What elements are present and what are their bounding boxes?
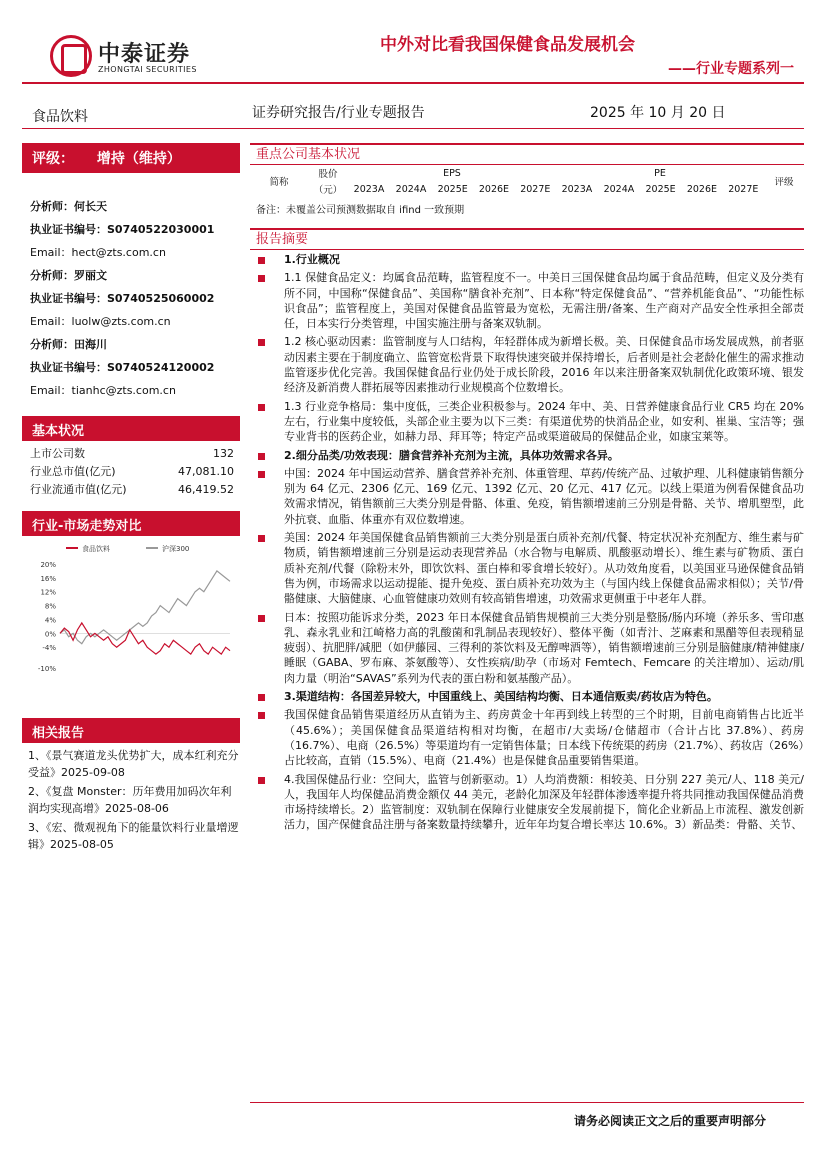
company-logo bbox=[50, 33, 220, 83]
analyst-name: 分析师：何长天 bbox=[30, 200, 107, 213]
footer-divider bbox=[250, 1102, 804, 1103]
summary-para: 1.1 保健食品定义：均属食品范畴，监管程度不一。中美日三国保健食品均属于食品范畴，但定义及分类有所不同，中国称“保健食品”、美国称“膳食补充剂”、日本称“特定保健食品”、“营养机能食品”、“功能性标识食品”；监管程度上，美国对保健食品监管最为宽松，无需注册/备案、生产商对产品安全性承担全部责任，日本实行分类管理，中国实施注册与备案双轨制。 bbox=[250, 270, 804, 331]
rating-bar bbox=[22, 143, 240, 173]
y-tick-label: 20% bbox=[40, 561, 56, 569]
summary-para: 中国：2024 年中国运动营养、膳食营养补充剂、体重管理、草药/传统产品、过敏护理、儿科健康销售额分别为 64 亿元、2306 亿元、169 亿元、1392 亿元、20 亿元、417 亿元。以线上渠道为例看保健食品功效需求情况，销售额前三大类分别是骨骼、体重、免疫，销售额增速前三分别是骨骼、关节、增肌塑型，此外抗衰、血脂、体重亦有双位数增速。 bbox=[250, 466, 804, 527]
key-company-header: 重点公司基本状况 bbox=[250, 143, 804, 165]
y-tick-label: -10% bbox=[37, 665, 56, 673]
summary-para: 1.3 行业竞争格局：集中度低，三类企业积极参与。2024 年中、美、日营养健康食品行业 CR5 均在 20%左右，行业集中度较低，头部企业主要为以下三类：有渠道优势的快消品企业，如安利、崔巢、宝洁等；强专业背书的医药企业，如赫力昂、拜耳等；特定产品或渠道破局的保健品企业，如康宝莱等。 bbox=[250, 399, 804, 445]
year-col: 2024A bbox=[395, 183, 427, 195]
y-tick-label: 8% bbox=[44, 602, 56, 611]
report-series: ——行业专题系列一 bbox=[668, 61, 794, 77]
summary-para: 美国：2024 年美国保健食品销售额前三大类分别是蛋白质补充剂/代餐、特定状况补充剂配方、维生素与矿物质，销售额增速前三分别是运动表现营养品（水合物与电解质、肌酸驱动增长）、维生素与矿物质、蛋白质补充剂/代餐（除粉末外，即饮饮料、蛋白棒和零食增长较好）。从功效角度看，以美国亚马逊保健食品销售为例，市场需求以运动提能、提升免疫、蛋白质补充功效为主（与国内线上保健食品需求相似）；关节/骨骼健康、大脑健康、心血管健康功效则有较高销售增速，功效需求更侧重于中老年人群。 bbox=[250, 530, 804, 606]
analyst-name: 分析师：田海川 bbox=[30, 338, 107, 351]
main-content bbox=[250, 143, 804, 836]
col-price: 股价 bbox=[318, 169, 338, 180]
summary-para: 我国保健食品销售渠道经历从直销为主、药房黄金十年再到线上转型的三个时期，目前电商销售占比近半（45.6%）；美国保健食品渠道结构相对均衡，在超市/大卖场/仓储超市（合计占比 37.8%）、药房（16.7%）、电商（26.5%）等渠道均有一定销售体量；日本线下传统渠的药房（21.7%）、药妆店（26%）占比较高，直销（15.5%）、电商（21.4%）也是保健食品重要销售渠道。 bbox=[250, 707, 804, 768]
year-col: 2023A bbox=[353, 183, 385, 195]
header-divider bbox=[22, 82, 804, 84]
year-col: 2025E bbox=[645, 183, 676, 195]
report-date: 2025 年 10 月 20 日 bbox=[590, 105, 726, 121]
y-tick-label: 0% bbox=[44, 630, 56, 639]
y-tick-label: -4% bbox=[42, 644, 56, 653]
summary-heading: 2.细分品类/功效表现：膳食营养补充剂为主流，具体功效需求各异。 bbox=[250, 448, 804, 463]
summary-heading: 3.渠道结构：各国差异较大，中国重线上、美国结构均衡、日本通信贩卖/药妆店为特色。 bbox=[250, 689, 804, 704]
legend-label: 沪深300 bbox=[162, 545, 190, 553]
analyst-name: 分析师：罗丽文 bbox=[30, 269, 107, 282]
summary-header: 报告摘要 bbox=[250, 228, 804, 250]
trend-chart-svg bbox=[22, 536, 240, 676]
summary-heading: 1.行业概况 bbox=[250, 252, 804, 267]
info-label: 行业总市值(亿元) bbox=[30, 465, 116, 478]
related-report-1[interactable]: 1、《景气赛道龙头优势扩大，成本红利充分受益》2025-09-08 bbox=[28, 749, 239, 779]
info-label: 上市公司数 bbox=[30, 447, 85, 460]
year-col: 2025E bbox=[437, 183, 468, 195]
info-value: 46,419.52 bbox=[178, 483, 234, 496]
info-row bbox=[22, 445, 240, 463]
year-col: 2026E bbox=[478, 183, 510, 195]
trend-chart bbox=[22, 536, 240, 676]
report-title: 中外对比看我国保健食品发展机会 bbox=[380, 35, 635, 55]
legend-label: 食品饮料 bbox=[82, 545, 110, 553]
info-label: 行业流通市值(亿元) bbox=[30, 483, 127, 496]
related-report-2[interactable]: 2、《复盘 Monster：历年费用加码次年利润均实现高增》2025-08-06 bbox=[28, 785, 232, 815]
y-tick-label: 4% bbox=[44, 616, 56, 625]
info-value: 47,081.10 bbox=[178, 465, 234, 478]
year-col: 2026E bbox=[686, 183, 717, 195]
summary-para: 4.我国保健品行业：空间大，监管与创新驱动。1）人均消费额：相较美、日分别 227 美元/人、118 美元/人，我国年人均保健品消费金额仅 44 美元，老龄化加深及年轻群体渗透率提升将共同推动我国保健品消费市场持续增长。2）监管制度：双轨制在保障行业健康安全发展前提下，简化企业新品上市流程、激发创新活力，国产保健食品注册与备案数量持续攀升，近年年均复合增长率达 10.6%。3）新品类：骨骼、关节、 bbox=[250, 772, 804, 833]
year-col: 2027E bbox=[728, 183, 759, 195]
related-report-3[interactable]: 3、《宏、微观视角下的能量饮料行业量增逻辑》2025-08-05 bbox=[28, 821, 239, 851]
col-price-unit: （元） bbox=[313, 185, 343, 196]
summary-bullets bbox=[250, 252, 804, 833]
col-rating: 评级 bbox=[774, 177, 794, 188]
key-company-note: 备注：未覆盖公司预测数据取自 ifind 一致预期 bbox=[256, 205, 465, 216]
report-type: 证券研究报告/行业专题报告 bbox=[252, 105, 425, 121]
analyst-1 bbox=[30, 195, 240, 264]
summary-para: 1.2 核心驱动因素：监管制度与人口结构，年轻群体成为新增长极。美、日保健食品市场发展成熟，前者驱动因素主要在于制度确立、监管宽松背景下取得快速突破并保持增长，后者则是社会老龄化催生的需求推动监管逐步优化完善。我国保健食品行业仍处于成长阶段，2016 年以来注册备案双轨制优化政策环境、银发经济及新消费人群拓展等因素推动行业规模高个位数增长。 bbox=[250, 334, 804, 395]
col-name: 简称 bbox=[269, 177, 289, 188]
col-pe: PE bbox=[654, 167, 666, 179]
analyst-email: Email：hect@zts.com.cn bbox=[30, 246, 166, 259]
basic-info-header: 基本状况 bbox=[22, 416, 240, 441]
analyst-2 bbox=[30, 264, 240, 333]
logo-en: ZHONGTAI SECURITIES bbox=[98, 65, 197, 74]
rating-value: 增持（维持） bbox=[96, 151, 181, 167]
analyst-cert: 执业证书编号：S0740524120002 bbox=[30, 361, 215, 374]
col-eps: EPS bbox=[443, 167, 461, 179]
year-col: 2024A bbox=[603, 183, 635, 195]
key-company-table bbox=[250, 165, 804, 197]
related-header: 相关报告 bbox=[22, 718, 240, 743]
footer-disclaimer: 请务必阅读正文之后的重要声明部分 bbox=[573, 1114, 766, 1128]
info-value: 132 bbox=[213, 447, 234, 460]
subheader-divider bbox=[22, 128, 804, 129]
analyst-email: Email：luolw@zts.com.cn bbox=[30, 315, 171, 328]
sector-label: 食品饮料 bbox=[32, 109, 88, 125]
logo-emblem-icon bbox=[50, 35, 92, 77]
info-row bbox=[22, 481, 240, 499]
analyst-cert: 执业证书编号：S0740525060002 bbox=[30, 292, 215, 305]
year-col: 2027E bbox=[520, 183, 551, 195]
year-col: 2023A bbox=[561, 183, 593, 195]
analyst-3 bbox=[30, 333, 240, 402]
related-list bbox=[22, 747, 240, 853]
summary-para: 日本：按照功能诉求分类，2023 年日本保健食品销售规模前三大类分别是整肠/肠内环境（养乐多、雪印惠乳、森永乳业和江崎格力高的乳酸菌和乳制品表现较好）、整体平衡（如青汁、芝麻素和黑醋等但表现稍显疲弱）、抗肥胖/减肥（如伊藤园、三得利的茶饮料及无醇啤酒等），销售额增速前三分别是脑健康/精神健康/睡眠（GABA、罗布麻、茶氨酸等）、女性疾病/助孕（市场对 Femtech、Femcare 的关注增加）、运动/肌肉力量（明治“SAVAS”系列为代表的蛋白粉和氨基酸产品）。 bbox=[250, 610, 804, 686]
y-tick-label: 12% bbox=[40, 588, 56, 597]
logo-cn: 中泰证券 bbox=[98, 42, 191, 67]
sidebar bbox=[22, 143, 240, 855]
y-tick-label: 16% bbox=[40, 574, 56, 583]
trend-header: 行业-市场走势对比 bbox=[22, 511, 240, 536]
series-line-csi300 bbox=[60, 571, 230, 644]
analyst-cert: 执业证书编号：S0740522030001 bbox=[30, 223, 215, 236]
analyst-email: Email：tianhc@zts.com.cn bbox=[30, 384, 176, 397]
rating-label: 评级： bbox=[32, 151, 74, 167]
info-row bbox=[22, 463, 240, 481]
